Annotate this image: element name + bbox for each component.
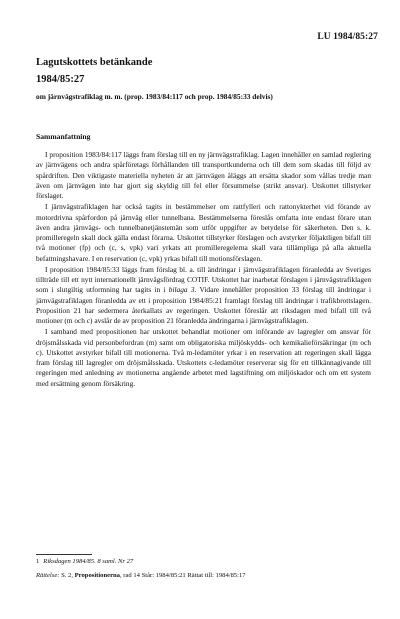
correction-text-2: , rad 14 Står: 1984/85:21 Rättat till: 1984/85:17 xyxy=(119,572,246,579)
summary-body xyxy=(36,150,371,390)
paragraph-3-text-a: I proposition 1984/85:33 läggs fram förslag bl. a. till ändringar i järnvägstrafiklagen föranledda av Sveriges tillträde till ett nytt internationellt järnvägsfördrag COTIF. Utskottet har inarbetat förslagen i järnvägstrafiklagen som i slutgiltig utformning har tagits in i xyxy=(36,264,371,295)
report-subtitle: om järnvägstrafiklag m. m. (prop. 1983/84:117 och prop. 1984/85:33 delvis) xyxy=(36,92,273,101)
paragraph-3-text-b: Vidare innehåller proposition 33 förslag till ändringar i järnvägstrafiklagen föranledda av ett i proposition 1984/85:21 framlagt förslag till ändringar i trafikbrottslagen. Proposition 21 har sedermera återkallats av regeringen. Utskottet föreslår att riksdagen med bifall till två motioner (m och c) avslår de av proposition 21 föranledda ändringarna i järnvägstrafiklagen. xyxy=(36,285,371,325)
footnote-number: 1 xyxy=(36,558,40,565)
report-title: Lagutskottets betänkande xyxy=(36,57,153,68)
footnote xyxy=(36,558,133,565)
footnote-divider xyxy=(36,554,92,555)
section-heading: Sammanfattning xyxy=(36,132,91,141)
correction-text-1: S. 2, xyxy=(59,572,75,579)
paragraph-2: I järnvägstrafiklagen har också tagits in bestämmelser om rattfylleri och rattonykterhet vid förande av motordrivna spårfordon på järnväg eller tunnelbana. Bestämmelserna föreslås omfatta inte endast förare utan även andra järnvägs- och tunnelbanetjänstemän som utför uppgifter av betydelse för säkerheten. Den s. k. promilleregeln skall dock gälla endast förarna. Utskottet tillstyrker förslagen och avstyrker följaktligen bifall till två motioner (fp) och (c, s, vpk) vari yrkats att promilleregelerna skall vara tillämpliga på alla aktuella befattningshavare. I en reservation (c, vpk) yrkas bifall till motionsförslagen. xyxy=(36,202,371,263)
correction-note xyxy=(36,572,246,579)
paragraph-1: I proposition 1983/84:117 läggs fram förslag till en ny järnvägstrafiklag. Lagen innehåller en samlad reglering av järnvägens och andra spårföretags förhållanden till transportkunderna och till dem som skadas till följd av spårdriften. Den viktigaste materiella nyheten är att järnvägen åläggs att ersätta skador som vållas tredje man även om järnvägen inte har gjort sig skyldig till fel eller försummelse (strikt ansvar). Utskottet tillstyrker förslaget. xyxy=(36,150,371,200)
correction-bold: Propositionerna xyxy=(74,572,120,579)
footnote-text: Riksdagen 1984/85. 8 saml. Nr 27 xyxy=(43,558,134,565)
correction-label: Rättelse: xyxy=(36,572,60,579)
document-id: LU 1984/85:27 xyxy=(317,32,378,42)
report-number: 1984/85:27 xyxy=(36,74,85,85)
paragraph-3 xyxy=(36,265,371,327)
paragraph-3-italic: bilaga 3. xyxy=(168,285,197,295)
paragraph-4: I samband med propositionen har utskottet behandlat motioner om införande av lagregler om ansvar för dröjsmålsskada vid personbefordran (m) samt om obligatoriska miljöskydds- och kemikalieförsäkringar (m och c). Utskottet avstyrker bifall till motionerna. Två m-ledamöter yrkar i en reservation att regeringen skall lägga fram förslag till lagregler om dröjsmålsskada. Utskottets c-ledamöter reserverar sig för ett tillkännagivande till regeringen med anledning av motionerna angående arbetet med lagstiftning om miljöskador och om ett system med ersättning genom försäkring. xyxy=(36,327,371,388)
